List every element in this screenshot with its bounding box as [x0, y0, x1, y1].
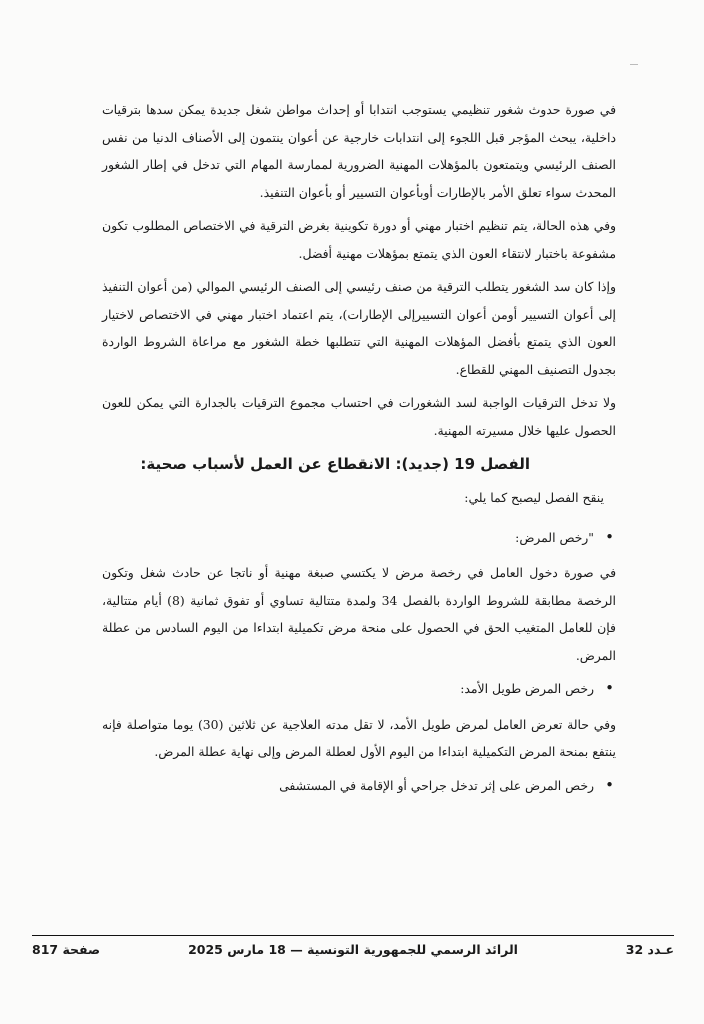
paragraph: وإذا كان سد الشغور يتطلب الترقية من صنف رئيسي إلى الصنف الرئيسي الموالي (من أعوان التنفيذ إلى أعوان التسيير أومن أعوان التسييرإلى الإطارات)، يتم اعتماد اختبار مهني في الاختصاص لاختيار العون الذي يتمتع بأفضل المؤهلات المهنية التي تتطلبها خطة الشغور مع مراعاة الشروط الواردة بجدول التصنيف المهني للقطاع.	[102, 279, 616, 377]
list-item: • رخص المرض على إثر تدخل جراحي أو الإقامة في المستشفى	[102, 772, 616, 800]
list-item: • رخص المرض طويل الأمد:	[102, 675, 616, 703]
scan-mark	[630, 64, 638, 65]
paragraph: وفي حالة تعرض العامل لمرض طويل الأمد، لا تقل مدته العلاجية عن ثلاثين (30) يوما متواصلة فإنه ينتفع بمنحة المرض التكميلية ابتداءا من اليوم الأول لعطلة المرض وإلى نهاية عطلة المرض.	[102, 716, 616, 759]
paragraph: في صورة حدوث شغور تنظيمي يستوجب انتدابا أو إحداث مواطن شغل جديدة يمكن سدها بترقيات داخلية، يبحث المؤجر قبل اللجوء إلى انتدابات خارجية عن أعوان ينتمون إلى الأصناف الدنيا من نفس الصنف الرئيسي ويتمتعون بالمؤهلات المهنية الضرورية لممارسة المهام التي تدخل في إطار الشغور المحدث سواء تعلق الأمر بالإطارات أوبأعوان التسيير أو بأعوان التنفيذ.	[102, 102, 616, 200]
footer-divider	[32, 935, 674, 936]
page-number: صفحة 817	[32, 942, 101, 957]
section-intro: ينقح الفصل ليصبح كما يلي:	[464, 490, 604, 505]
issue-number: عـدد 32	[625, 942, 674, 957]
section-heading: الفصل 19 (جديد): الانقطاع عن العمل لأسباب صحية:	[140, 455, 530, 473]
paragraph: في صورة دخول العامل في رخصة مرض لا يكتسي صبغة مهنية أو ناتجا عن حادث شغل وتكون الرخصة مطابقة للشروط الواردة بالفصل 34 ولمدة متتالية تساوي أو تفوق ثمانية (8) أيام متتالية، فإن للعامل المتغيب الحق في الحصول على منحة مرض تكميلية ابتداءا من اليوم السادس من عطلة المرض.	[102, 565, 616, 663]
list-item: • "رخص المرض:	[102, 524, 616, 552]
journal-title-date: الرائد الرسمي للجمهورية التونسية — 18 مارس 2025	[188, 942, 518, 957]
paragraph: وفي هذه الحالة، يتم تنظيم اختبار مهني أو دورة تكوينية بغرض الترقية في الاختصاص المطلوب تكون مشفوعة باختبار لانتقاء العون الذي يتمتع بمؤهلات مهنية أفضل.	[102, 218, 616, 261]
body-text	[102, 96, 616, 807]
paragraph: ولا تدخل الترقيات الواجبة لسد الشغورات في احتساب مجموع الترقيات بالجدارة التي يمكن للعون الحصول عليها خلال مسيرته المهنية.	[102, 395, 616, 438]
